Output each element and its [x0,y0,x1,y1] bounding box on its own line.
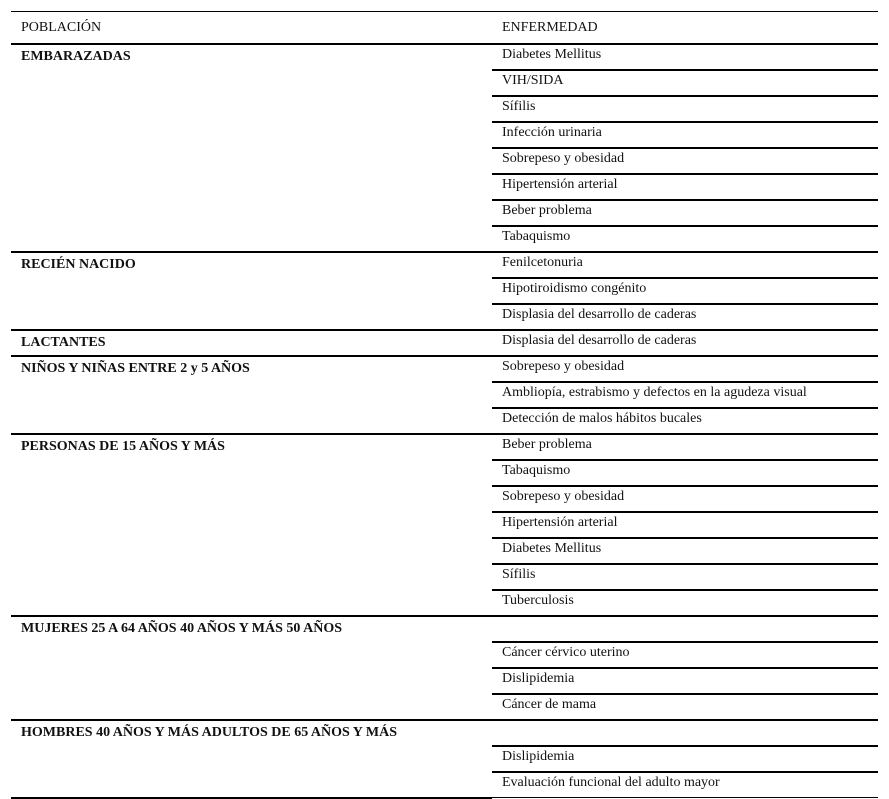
enfermedad-cell: VIH/SIDA [492,70,878,96]
enfermedad-cell: Evaluación funcional del adulto mayor [492,772,878,798]
enfermedad-cell: Displasia del desarrollo de caderas [492,330,878,356]
table-row [11,720,878,746]
enfermedad-cell: Dislipidemia [492,746,878,772]
poblacion-cell: RECIÉN NACIDO [11,252,492,330]
enfermedad-cell: Beber problema [492,434,878,460]
enfermedad-cell: Diabetes Mellitus [492,44,878,70]
table-row [11,44,878,70]
poblacion-cell: LACTANTES [11,330,492,356]
enfermedad-cell: Diabetes Mellitus [492,538,878,564]
enfermedad-cell: Cáncer cérvico uterino [492,642,878,668]
table-row [11,330,878,356]
enfermedad-cell: Tuberculosis [492,590,878,616]
enfermedad-cell: Sífilis [492,564,878,590]
poblacion-cell: HOMBRES 40 AÑOS Y MÁS ADULTOS DE 65 AÑOS Y MÁS [11,720,492,798]
header-poblacion: POBLACIÓN [11,12,492,45]
enfermedad-cell: Sobrepeso y obesidad [492,148,878,174]
enfermedad-cell: Beber problema [492,200,878,226]
header-row [11,12,878,45]
enfermedad-cell: Sobrepeso y obesidad [492,356,878,382]
enfermedad-cell: Sobrepeso y obesidad [492,486,878,512]
enfermedad-cell: Detección de malos hábitos bucales [492,408,878,434]
table-row [11,356,878,382]
poblacion-cell: PERSONAS DE 15 AÑOS Y MÁS [11,434,492,616]
table-row [11,252,878,278]
poblacion-cell: NIÑOS Y NIÑAS ENTRE 2 y 5 AÑOS [11,356,492,434]
enfermedad-cell: Displasia del desarrollo de caderas [492,304,878,330]
enfermedad-cell: Infección urinaria [492,122,878,148]
enfermedad-cell: Tabaquismo [492,226,878,252]
poblacion-cell: EMBARAZADAS [11,44,492,252]
enfermedad-cell: Fenilcetonuria [492,252,878,278]
enfermedad-cell: Hipertensión arterial [492,174,878,200]
table-row [11,616,878,642]
enfermedad-cell: Tabaquismo [492,460,878,486]
table-row [11,434,878,460]
enfermedad-cell [492,720,878,746]
enfermedad-cell: Sífilis [492,96,878,122]
poblacion-cell: MUJERES 25 A 64 AÑOS 40 AÑOS Y MÁS 50 AÑOS [11,616,492,720]
enfermedad-cell: Cáncer de mama [492,694,878,720]
enfermedad-cell: Hipertensión arterial [492,512,878,538]
enfermedad-cell: Hipotiroidismo congénito [492,278,878,304]
enfermedad-cell: Dislipidemia [492,668,878,694]
header-enfermedad: ENFERMEDAD [492,12,878,45]
table-body [11,44,878,798]
enfermedad-cell [492,616,878,642]
screening-table [11,11,878,799]
enfermedad-cell: Ambliopía, estrabismo y defectos en la agudeza visual [492,382,878,408]
